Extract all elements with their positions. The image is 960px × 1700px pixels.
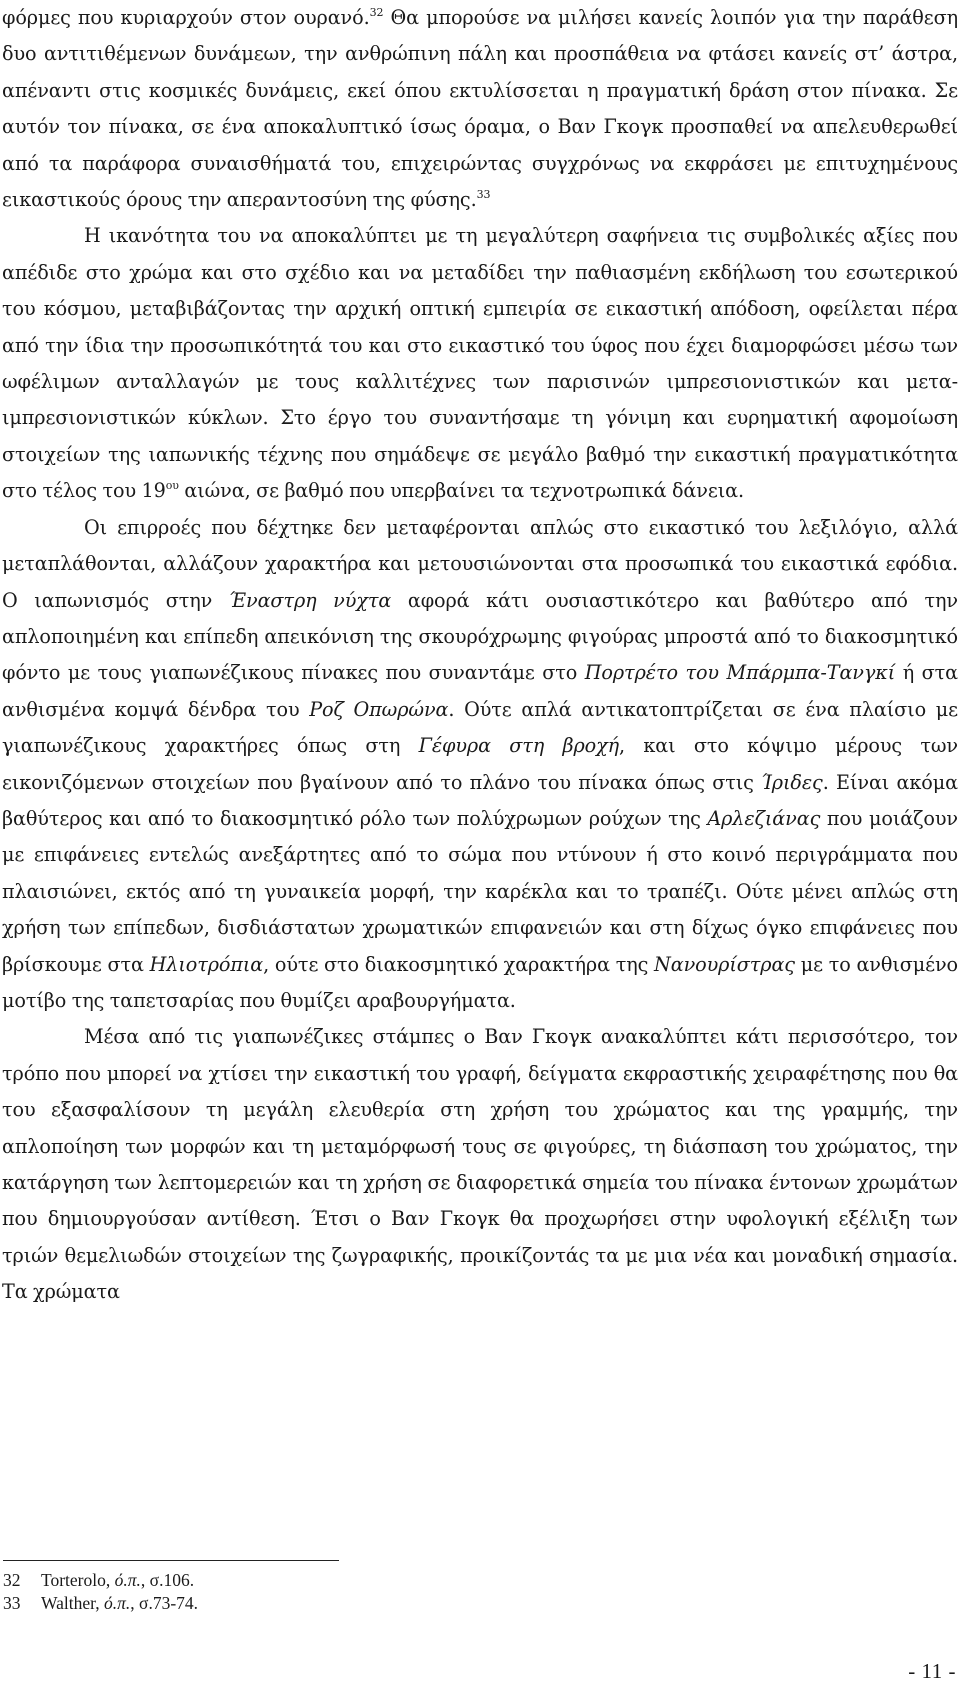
footnote-op-cit: ό.π. bbox=[114, 1570, 141, 1590]
paragraph-2 bbox=[2, 218, 958, 509]
paragraph-3 bbox=[2, 510, 958, 1020]
paragraph-3-text: . Είναι ακόμα βαθύτερος και από το διακοσμητικό ρόλο των πολύχρωμων ρούχων της bbox=[2, 770, 958, 830]
century-superscript: ου bbox=[165, 479, 179, 493]
paragraph-2-text: Η ικανότητα του να αποκαλύπτει με τη μεγαλύτερη σαφήνεια τις συμβολικές αξίες που απέδιδε στο χρώμα και στο σχέδιο και να μεταδίδει την παθιασμένη εκδήλωση του εσωτερικού του κόσμου, μεταβιβάζοντας την αρχική οπτική εμπειρία σε εικαστική απόδοση, οφείλεται πέρα από την ίδια την προσωπικότητά του και στο εικαστικό του ύφος που έχει διαμορφώσει μέσω των ωφέλιμων ανταλλαγών με τους καλλιτέχνες των παρισινών ιμπρεσιονιστικών και μετα-ιμπρεσιονιστικών κύκλων. Στο έργο του συναντήσαμε τη γόνιμη και ευρηματική αφομοίωση στοιχείων της ιαπωνικής τέχνης που σημάδεψε σε μεγάλο βαθμό την εικαστική πραγματικότητα στο τέλος του 19 bbox=[2, 224, 958, 503]
paragraph-3-text: , και στο κόψιμο μέρους των εικονιζόμενων στοιχείων που βγαίνουν από το πλάνο του πίνακα όπως στις bbox=[2, 734, 958, 794]
paragraph-1-text: φόρμες που κυριαρχούν στον ουρανό. bbox=[2, 6, 370, 29]
footnote-op-cit: ό.π. bbox=[104, 1592, 131, 1613]
artwork-title-arlesienne: Αρλεζιάνας bbox=[707, 806, 821, 830]
artwork-title-starry-night: Έναστρη νύχτα bbox=[228, 588, 392, 612]
paragraph-3-text: , ούτε στο διακοσμητικό χαρακτήρα της bbox=[263, 952, 655, 976]
artwork-title-berceuse: Νανουρίστρας bbox=[654, 952, 795, 976]
paragraph-3-text: . Ούτε απλά αντικατοπτρίζεται σε ένα πλαίσιο με γιαπωνέζικους χαρακτήρες όπως στη bbox=[2, 697, 958, 758]
footnote-ref-32[interactable]: 32 bbox=[369, 6, 384, 19]
paragraph-3-text: με το ανθισμένο μοτίβο της ταπετσαρίας που θυμίζει αραβουργήματα. bbox=[2, 952, 958, 1012]
footnote-text bbox=[41, 1592, 198, 1615]
footnote-divider bbox=[3, 1560, 339, 1561]
paragraph-1 bbox=[2, 0, 958, 218]
artwork-title-irises: Ίριδες bbox=[761, 770, 823, 794]
footnote-pages: , σ.73-74. bbox=[130, 1592, 199, 1613]
paragraph-4-text: Μέσα από τις γιαπωνέζικες στάμπες ο Βαν Γκογκ ανακαλύπτει κάτι περισσότερο, τον τρόπο που μπορεί να χτίσει την εικαστική του γραφή, δείγματα εκφραστικής χειραφέτησης που θα του εξασφαλίσουν τη μεγάλη ελευθερία στη χρήση του χρώματος και της γραμμής, την απλοποίηση των μορφών και τη μεταμόρφωσή τους σε φιγούρες, τη διάσπαση του χρώματος, την κατάργηση των λεπτομερειών και τη χρήση σε διαφορετικά σημεία του πίνακα έντονων χρωμάτων που δημιουργούσαν αντίθεση. Έτσι ο Βαν Γκογκ θα προχωρήσει στην υφολογική εξέλιξη των τριών θεμελιωδών στοιχείων της ζωγραφικής, προικίζοντάς τα με μια νέα και μοναδική σημασία. Τα χρώματα bbox=[2, 1025, 958, 1304]
artwork-title-bridge-in-rain: Γέφυρα στη βροχή bbox=[418, 734, 620, 758]
paragraph-1-text-cont: Θα μπορούσε να μιλήσει κανείς λοιπόν για την παράθεση δυο αντιτιθέμενων δυνάμεων, την ανθρώπινη πάλη και προσπάθεια να φτάσει κανείς στ’ άστρα, απέναντι στις κοσμικές δυνάμεις, εκεί όπου εκτυλίσσεται η πραγματική δράση στον πίνακα. Σε αυτόν τον πίνακα, σε ένα αποκαλυπτικό ίσως όραμα, ο Βαν Γκογκ προσπαθεί να απελευθερωθεί από τα παράφορα συναισθήματά του, επιχειρώντας συγχρόνως να εκφράσει με επιτυχημένους εικαστικούς όρους την απεραντοσύνη της φύσης. bbox=[2, 6, 958, 212]
footnote-text bbox=[41, 1569, 194, 1592]
footnote-pages: , σ.106. bbox=[140, 1570, 195, 1590]
paragraph-3-text: Οι επιρροές που δέχτηκε δεν μεταφέρονται απλώς στο εικαστικό του λεξιλόγιο, αλλά μεταπλάθονται, αλλάζουν χαρακτήρα και μετουσιώνονται στα προσωπικά του εικαστικά εφόδια. Ο ιαπωνισμός στην bbox=[2, 515, 958, 612]
footnotes bbox=[3, 1569, 503, 1614]
footnote-32 bbox=[3, 1569, 503, 1592]
paragraph-4 bbox=[2, 1019, 958, 1310]
paragraph-2-text-cont: αιώνα, σε βαθμό που υπερβαίνει τα τεχνοτρωπικά δάνεια. bbox=[178, 479, 744, 503]
footnote-number: 32 bbox=[3, 1570, 21, 1590]
body-text bbox=[2, 0, 958, 1311]
footnote-ref-33[interactable]: 33 bbox=[476, 188, 491, 202]
paragraph-3-text: που μοιάζουν με επιφάνειες εντελώς ανεξάρτητες από το σώμα που ντύνουν ή στο κοινό περιγράμματα που πλαισιώνει, εκτός από τη γυναικεία μορφή, την καρέκλα και το τραπέζι. Ούτε μένει απλώς στη χρήση των επίπεδων, δισδιάστατων χρωματικών επιφανειών και στη δίχως όγκο επιφάνειες που βρίσκουμε στα bbox=[2, 806, 958, 976]
footnote-author: Walther, bbox=[41, 1592, 105, 1613]
footnote-33 bbox=[3, 1592, 503, 1615]
paragraph-3-text: αφορά κάτι ουσιαστικότερο και βαθύτερο από την απλοποιημένη και επίπεδη απεικόνιση της σκουρόχρωμης φιγούρας μπροστά από το διακοσμητικό φόντο με τους γιαπωνέζικους πίνακες που συναντάμε στο bbox=[2, 588, 958, 685]
page-number: - 11 - bbox=[908, 1659, 956, 1683]
artwork-title-pere-tanguy: Πορτρέτο του Μπάρμπα-Τανγκί bbox=[584, 661, 896, 685]
artwork-title-pink-orchard: Ροζ Οπωρώνα bbox=[309, 697, 449, 721]
artwork-title-sunflowers: Ηλιοτρόπια bbox=[149, 952, 264, 976]
paragraph-3-text: ή στα ανθισμένα κομψά δένδρα του bbox=[2, 661, 959, 721]
footnote-number: 33 bbox=[3, 1592, 21, 1613]
footnote-author: Torterolo, bbox=[41, 1570, 115, 1590]
